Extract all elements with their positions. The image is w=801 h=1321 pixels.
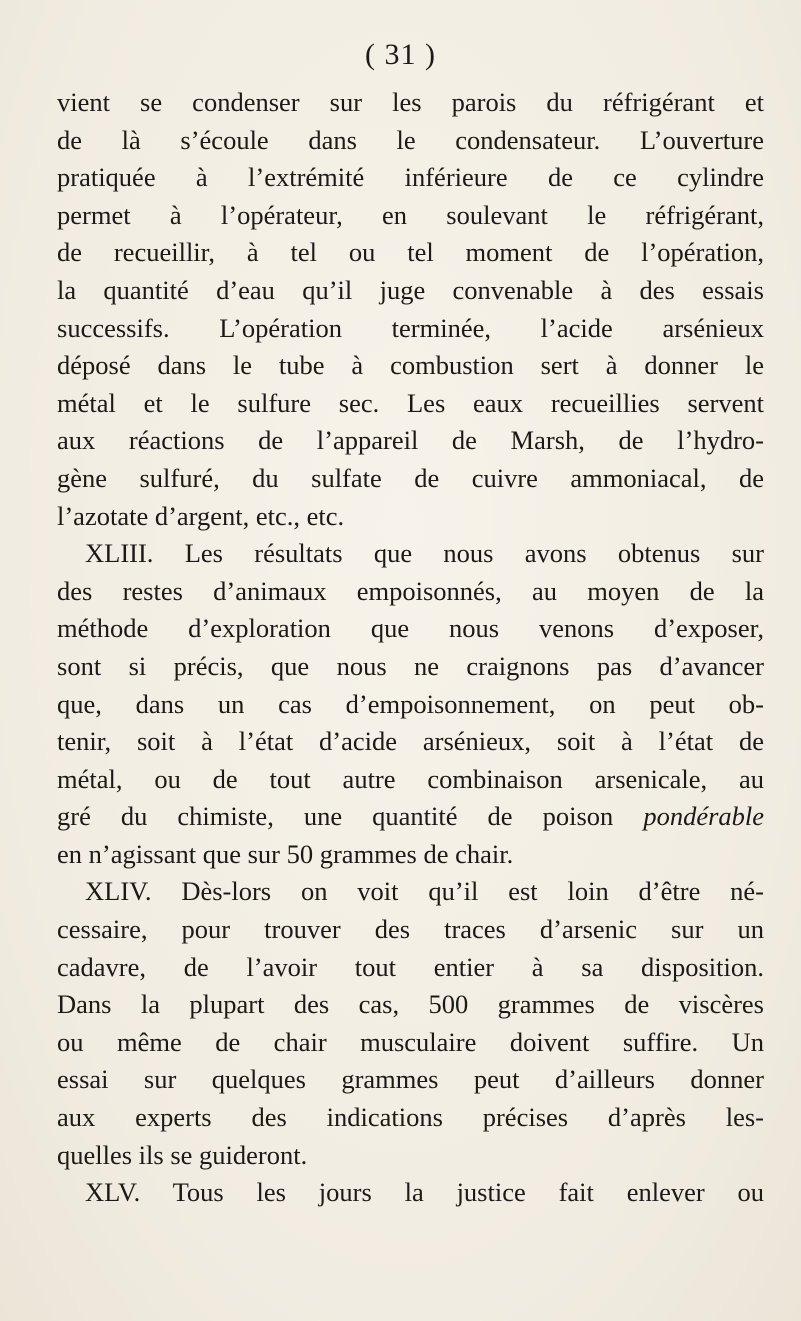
text-line: la quantité d’eau qu’il juge convenable à des essais — [57, 274, 764, 305]
text-line: successifs. L’opération terminée, l’acide arsénieux — [57, 312, 764, 343]
paragraph-end-line: l’azotate d’argent, etc., etc. — [57, 500, 345, 531]
italic-word-ponderable: pondérable — [643, 801, 764, 832]
text-line: aux réactions de l’appareil de Marsh, de l’hydro- — [57, 425, 764, 456]
text-line: Dans la plupart des cas, 500 grammes de viscères — [57, 989, 764, 1020]
text-line: métal et le sulfure sec. Les eaux recueillies servent — [57, 387, 764, 418]
text-line: de là s’écoule dans le condensateur. L’ouverture — [57, 124, 764, 155]
text-line: sont si précis, que nous ne craignons pas d’avancer — [57, 650, 764, 681]
text-line: cadavre, de l’avoir tout entier à sa disposition. — [57, 951, 764, 982]
text-line: cessaire, pour trouver des traces d’arsenic sur un — [57, 914, 764, 945]
text-line: aux experts des indications précises d’après les- — [57, 1102, 764, 1133]
paragraph-end-line: en n’agissant que sur 50 grammes de chair. — [57, 838, 514, 869]
text-line: vient se condenser sur les parois du réfrigérant et — [57, 87, 764, 117]
text-line: essai sur quelques grammes peut d’ailleurs donner — [57, 1064, 764, 1095]
text-line: pratiquée à l’extrémité inférieure de ce cylindre — [57, 162, 764, 193]
text-line-with-italic — [57, 798, 764, 836]
text-line: de recueillir, à tel ou tel moment de l’opération, — [57, 237, 764, 268]
text-line: ou même de chair musculaire doivent suffire. Un — [57, 1026, 764, 1057]
text-line: permet à l’opérateur, en soulevant le réfrigérant, — [57, 199, 764, 230]
text-line: métal, ou de tout autre combinaison arsenicale, au — [57, 763, 764, 794]
text-line: méthode d’exploration que nous venons d’exposer, — [57, 613, 764, 644]
body-text — [57, 84, 764, 1212]
section-xliv-start: XLIV. Dès-lors on voit qu’il est loin d’être né- — [85, 876, 764, 907]
text-line: des restes d’animaux empoisonnés, au moyen de la — [57, 575, 764, 606]
page-number: ( 31 ) — [365, 38, 436, 71]
text-line: que, dans un cas d’empoisonnement, on peut ob- — [57, 688, 764, 719]
text-line: gène sulfuré, du sulfate de cuivre ammoniacal, de — [57, 462, 764, 493]
text-line: tenir, soit à l’état d’acide arsénieux, soit à l’état de — [57, 726, 764, 757]
section-xlv-start: XLV. Tous les jours la justice fait enlever ou — [85, 1177, 764, 1208]
text-segment: gré du chimiste, une quantité de poison — [57, 801, 614, 832]
section-xliii-start: XLIII. Les résultats que nous avons obtenus sur — [85, 538, 764, 569]
text-line: déposé dans le tube à combustion sert à donner le — [57, 350, 764, 381]
paragraph-end-line: quelles ils se guideront. — [57, 1139, 308, 1170]
